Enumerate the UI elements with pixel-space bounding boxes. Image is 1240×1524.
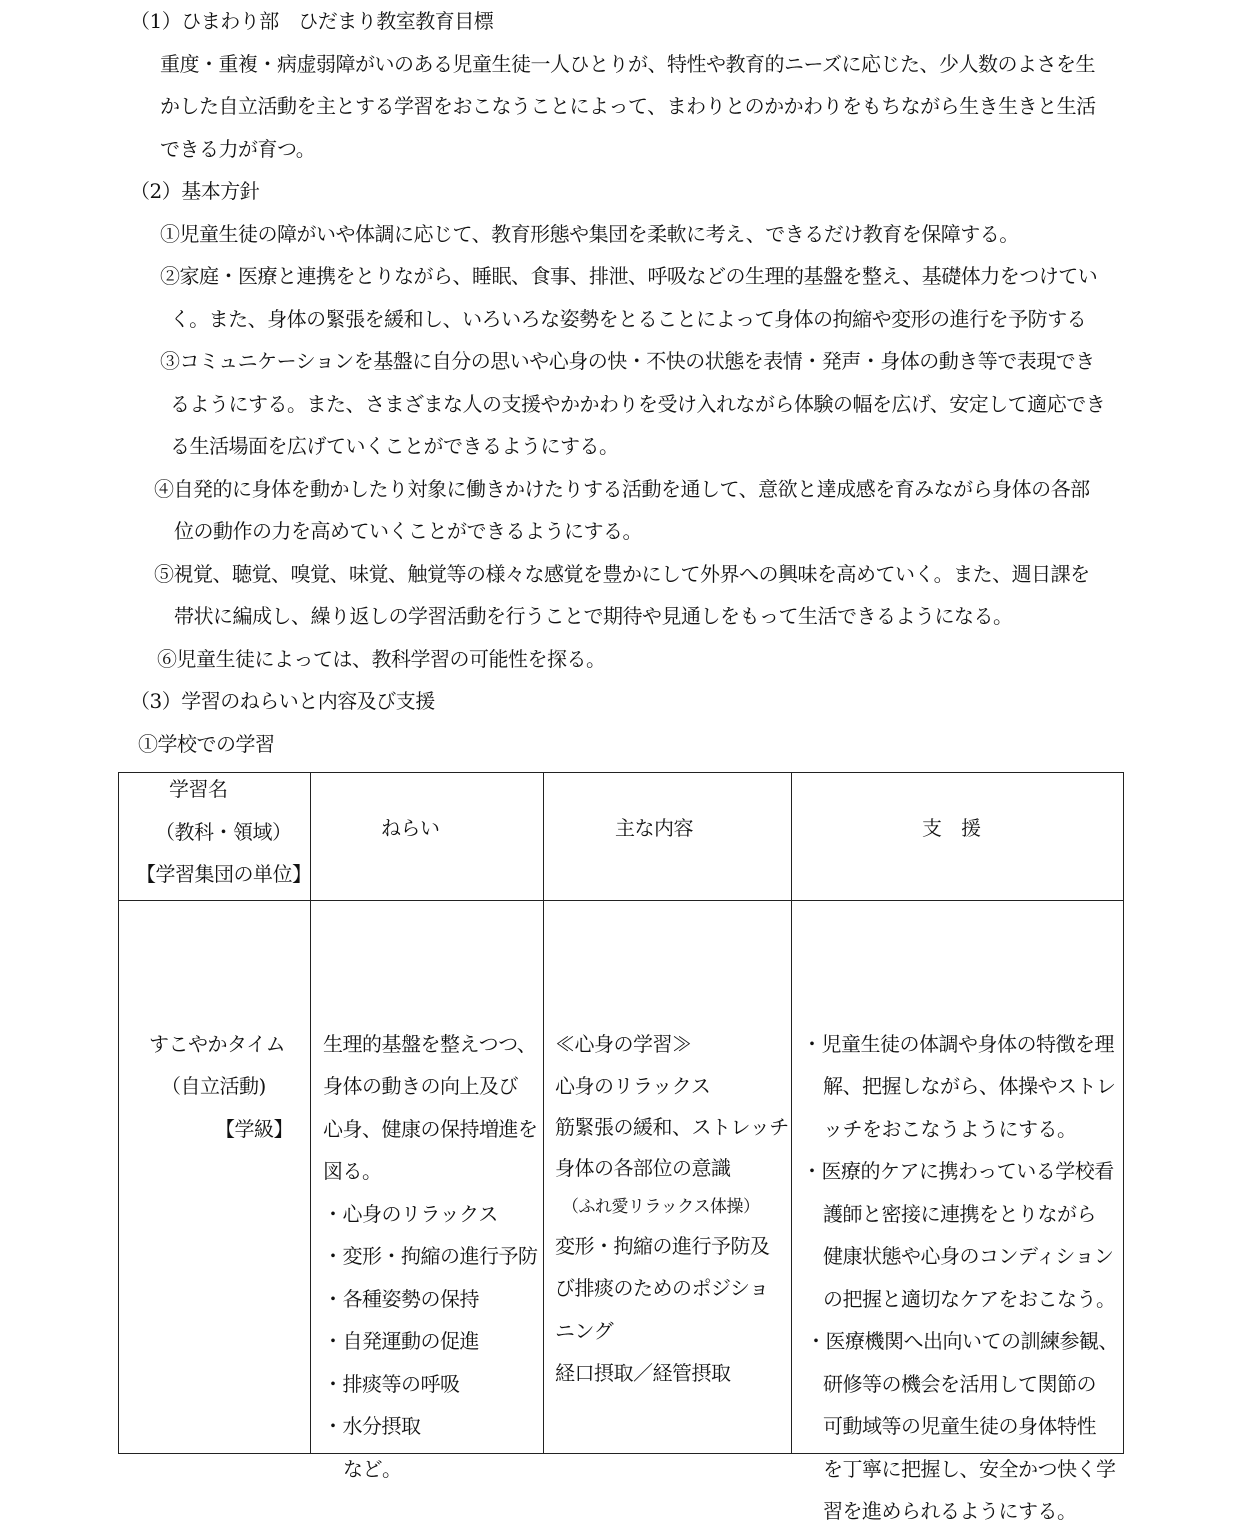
- policy-item-2: ②家庭・医療と連携をとりながら、睡眠、食事、排泄、呼吸などの生理的基盤を整え、基礎体力をつけてい: [160, 264, 1098, 288]
- content-line: 筋緊張の緩和、ストレッチ: [555, 1115, 789, 1139]
- aim-line: ・排痰等の呼吸: [323, 1372, 460, 1396]
- header-support: [792, 773, 1124, 901]
- support-line: 解、把握しながら、体操やストレ: [823, 1074, 1116, 1098]
- section1-text-line: かした自立活動を主とする学習をおこなうことによって、まわりとのかかわりをもちながら生き生きと生活: [160, 94, 1096, 118]
- support-line: 護師と密接に連携をとりながら: [823, 1202, 1096, 1226]
- support-line: ・医療機関へ出向いての訓練参観、: [806, 1329, 1118, 1353]
- table-row: [119, 901, 1124, 1454]
- content-line: 身体の各部位の意識: [555, 1156, 731, 1180]
- section3-subheading: ①学校での学習: [138, 732, 275, 756]
- aim-line: ・変形・拘縮の進行予防: [323, 1244, 538, 1268]
- aim-line: ・心身のリラックス: [323, 1202, 498, 1226]
- header-support-label: 支 援: [922, 816, 981, 840]
- aim-line: ・自発運動の促進: [323, 1329, 479, 1353]
- section1-text-line: できる力が育つ。: [160, 137, 316, 161]
- learning-name-line: すこやかタイム: [149, 1032, 286, 1056]
- aim-line: など。: [343, 1457, 402, 1481]
- content-line: び排痰のためのポジショ: [555, 1276, 769, 1300]
- support-line: ・医療的ケアに携わっている学校看: [802, 1159, 1114, 1183]
- support-line: 研修等の機会を活用して関節の: [823, 1372, 1096, 1396]
- policy-item-5: ⑤視覚、聴覚、嗅覚、味覚、触覚等の様々な感覚を豊かにして外界への興味を高めていく。また、週日課を: [154, 562, 1090, 586]
- support-line: 可動域等の児童生徒の身体特性: [823, 1414, 1096, 1438]
- support-line: 健康状態や心身のコンディション: [823, 1244, 1114, 1268]
- content-line: 変形・拘縮の進行予防及: [555, 1234, 770, 1258]
- header-learning-name: [119, 773, 311, 901]
- learning-name-line: （自立活動): [161, 1074, 266, 1098]
- header-aim: [311, 773, 544, 901]
- content-line: （ふれ愛リラックス体操）: [562, 1197, 760, 1217]
- header-learning-name-line: 【学習集団の単位】: [136, 862, 312, 886]
- header-aim-label: ねらい: [381, 816, 440, 840]
- policy-item-3-cont: るようにする。また、さまざまな人の支援やかかわりを受け入れながら体験の幅を広げ、安定して適応でき: [170, 392, 1106, 416]
- policy-item-3-cont: る生活場面を広げていくことができるようにする。: [170, 434, 619, 458]
- aim-line: ・各種姿勢の保持: [323, 1287, 479, 1311]
- learning-name-line: 【学級】: [215, 1117, 293, 1141]
- content-line: 心身のリラックス: [555, 1074, 711, 1098]
- header-learning-name-line: 学習名: [169, 777, 228, 801]
- policy-item-4: ④自発的に身体を動かしたり対象に働きかけたりする活動を通して、意欲と達成感を育みながら身体の各部: [154, 477, 1090, 501]
- cell-support: [792, 901, 1124, 1523]
- content-line: ≪心身の学習≫: [555, 1032, 692, 1056]
- aim-line: 生理的基盤を整えつつ、: [323, 1032, 537, 1056]
- support-line: 習を進められるようにする。: [823, 1499, 1077, 1523]
- content-line: 経口摂取／経管摂取: [555, 1361, 731, 1385]
- support-line: の把握と適切なケアをおこなう。: [823, 1287, 1116, 1311]
- table-header-row: [119, 773, 1124, 901]
- policy-item-6: ⑥児童生徒によっては、教科学習の可能性を探る。: [157, 647, 606, 671]
- policy-item-2-cont: く。また、身体の緊張を緩和し、いろいろな姿勢をとることによって身体の拘縮や変形の進行を予防する: [170, 307, 1087, 331]
- aim-line: 図る。: [323, 1159, 382, 1183]
- cell-aim: [311, 901, 544, 1481]
- support-line: ・児童生徒の体調や身体の特徴を理: [802, 1032, 1114, 1056]
- section2-heading: （2）基本方針: [130, 179, 260, 203]
- policy-item-3: ③コミュニケーションを基盤に自分の思いや心身の快・不快の状態を表情・発声・身体の動き等で表現でき: [160, 349, 1095, 373]
- header-learning-name-line: （教科・領域）: [155, 820, 292, 844]
- support-line: を丁寧に把握し、安全かつ快く学: [823, 1457, 1116, 1481]
- content-line: ニング: [555, 1319, 614, 1343]
- cell-content: [544, 901, 792, 1454]
- section1-text-line: 重度・重複・病虚弱障がいのある児童生徒一人ひとりが、特性や教育的ニーズに応じた、少人数のよさを生: [160, 52, 1095, 76]
- aim-line: 心身、健康の保持増進を: [323, 1117, 538, 1141]
- support-line: ッチをおこなうようにする。: [823, 1117, 1077, 1141]
- learning-table: [118, 772, 1124, 1523]
- policy-item-1: ①児童生徒の障がいや体調に応じて、教育形態や集団を柔軟に考え、できるだけ教育を保障する。: [160, 222, 1019, 246]
- section1-heading: （1）ひまわり部 ひだまり教室教育目標: [130, 9, 494, 33]
- aim-line: 身体の動きの向上及び: [323, 1074, 518, 1098]
- policy-item-4-cont: 位の動作の力を高めていくことができるようにする。: [174, 519, 642, 543]
- section3-heading: （3）学習のねらいと内容及び支援: [130, 689, 435, 713]
- header-content-label: 主な内容: [615, 816, 693, 840]
- cell-learning-name: [119, 901, 311, 1454]
- header-content: [544, 773, 792, 901]
- policy-item-5-cont: 帯状に編成し、繰り返しの学習活動を行うことで期待や見通しをもって生活できるようになる。: [174, 604, 1013, 628]
- aim-line: ・水分摂取: [323, 1414, 421, 1438]
